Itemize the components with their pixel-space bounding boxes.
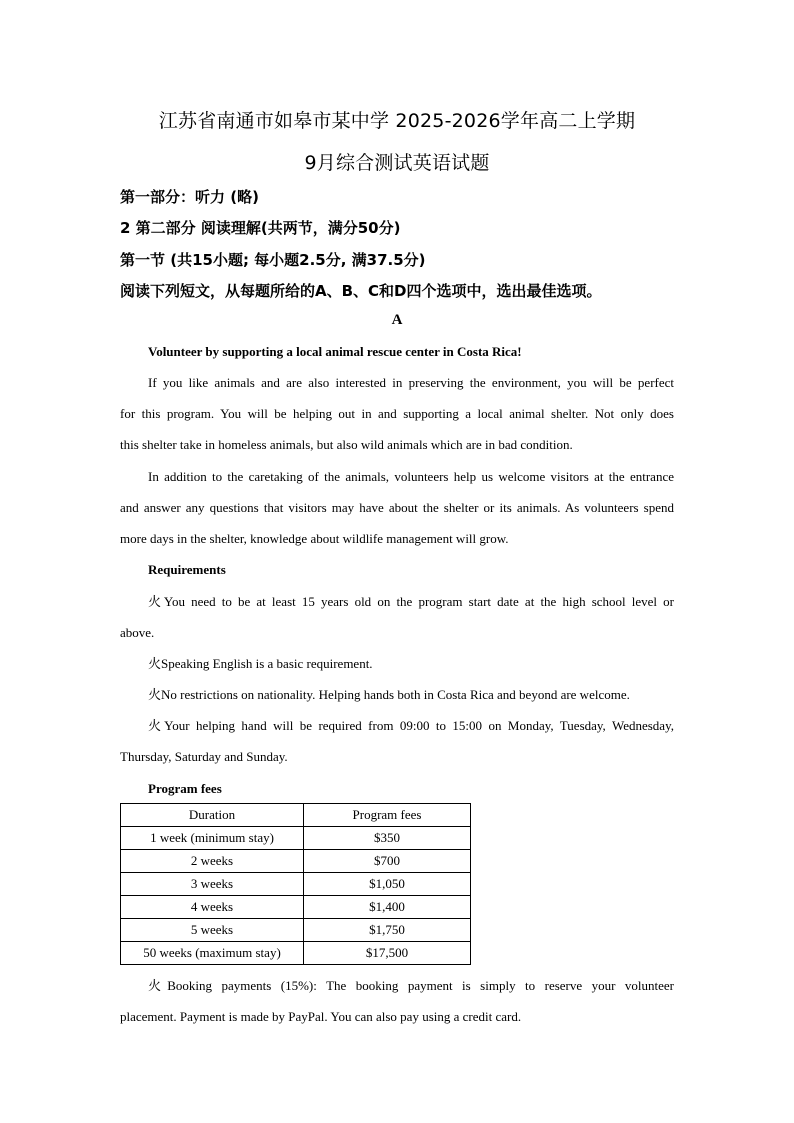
para2-line2: and answer any questions that visitors may have about the shelter or its animals. As volunteers spend — [120, 500, 674, 515]
fee-cell: $700 — [304, 850, 471, 873]
duration-cell: 3 weeks — [121, 873, 304, 896]
part1-heading: 第一部分：听力 (略) — [120, 188, 259, 206]
requirement-3: 火No restrictions on nationality. Helping hands both in Costa Rica and beyond are welcome. — [148, 687, 630, 702]
requirement-1-line2: above. — [120, 625, 155, 640]
fee-cell: $1,400 — [304, 896, 471, 919]
requirement-2: 火Speaking English is a basic requirement. — [148, 656, 373, 671]
fee-cell: $1,750 — [304, 919, 471, 942]
duration-cell: 50 weeks (maximum stay) — [121, 942, 304, 965]
table-header-row — [121, 804, 471, 827]
passage-label: A — [391, 312, 403, 328]
fee-cell: $17,500 — [304, 942, 471, 965]
title-line-1: 江苏省南通市如皋市某中学 2025-2026学年高二上学期 — [158, 110, 636, 132]
section1-heading: 第一节 (共15小题; 每小题2.5分, 满37.5分) — [120, 251, 426, 269]
para2-line1: In addition to the caretaking of the animals, volunteers help us welcome visitors at the entrance — [148, 469, 674, 484]
booking-line2: placement. Payment is made by PayPal. You can also pay using a credit card. — [120, 1009, 522, 1024]
table-row — [121, 942, 471, 965]
table-row — [121, 850, 471, 873]
program-fees-table — [120, 803, 471, 965]
title-line-2: 9月综合测试英语试题 — [304, 152, 490, 174]
requirements-heading: Requirements — [148, 562, 226, 577]
para1-line2: for this program. You will be helping out in and supporting a local animal shelter. Not only does — [120, 406, 674, 421]
fee-cell: $350 — [304, 827, 471, 850]
requirement-4-line2: Thursday, Saturday and Sunday. — [120, 749, 288, 764]
duration-cell: 1 week (minimum stay) — [121, 827, 304, 850]
duration-cell: 2 weeks — [121, 850, 304, 873]
booking-line1: 火Booking payments (15%): The booking payment is simply to reserve your volunteer — [148, 978, 674, 993]
fee-cell: $1,050 — [304, 873, 471, 896]
para1-line1: If you like animals and are also interested in preserving the environment, you will be perfect — [148, 375, 674, 390]
duration-cell: 5 weeks — [121, 919, 304, 942]
table-row — [121, 896, 471, 919]
passage-heading: Volunteer by supporting a local animal rescue center in Costa Rica! — [148, 344, 522, 359]
table-row — [121, 919, 471, 942]
header-program-fees: Program fees — [304, 804, 471, 827]
para1-line3: this shelter take in homeless animals, but also wild animals which are in bad condition. — [120, 437, 573, 452]
table-row — [121, 873, 471, 896]
instruction: 阅读下列短文，从每题所给的A、B、C和D四个选项中，选出最佳选项。 — [120, 282, 602, 300]
duration-cell: 4 weeks — [121, 896, 304, 919]
part2-heading: 2 第二部分 阅读理解(共两节，满分50分) — [120, 219, 401, 237]
para2-line3: more days in the shelter, knowledge about wildlife management will grow. — [120, 531, 509, 546]
requirement-4-line1: 火Your helping hand will be required from 09:00 to 15:00 on Monday, Tuesday, Wednesday, — [148, 718, 674, 733]
header-duration: Duration — [121, 804, 304, 827]
table-row — [121, 827, 471, 850]
requirement-1-line1: 火You need to be at least 15 years old on the program start date at the high school level or — [148, 594, 674, 609]
program-fees-heading: Program fees — [148, 781, 222, 796]
